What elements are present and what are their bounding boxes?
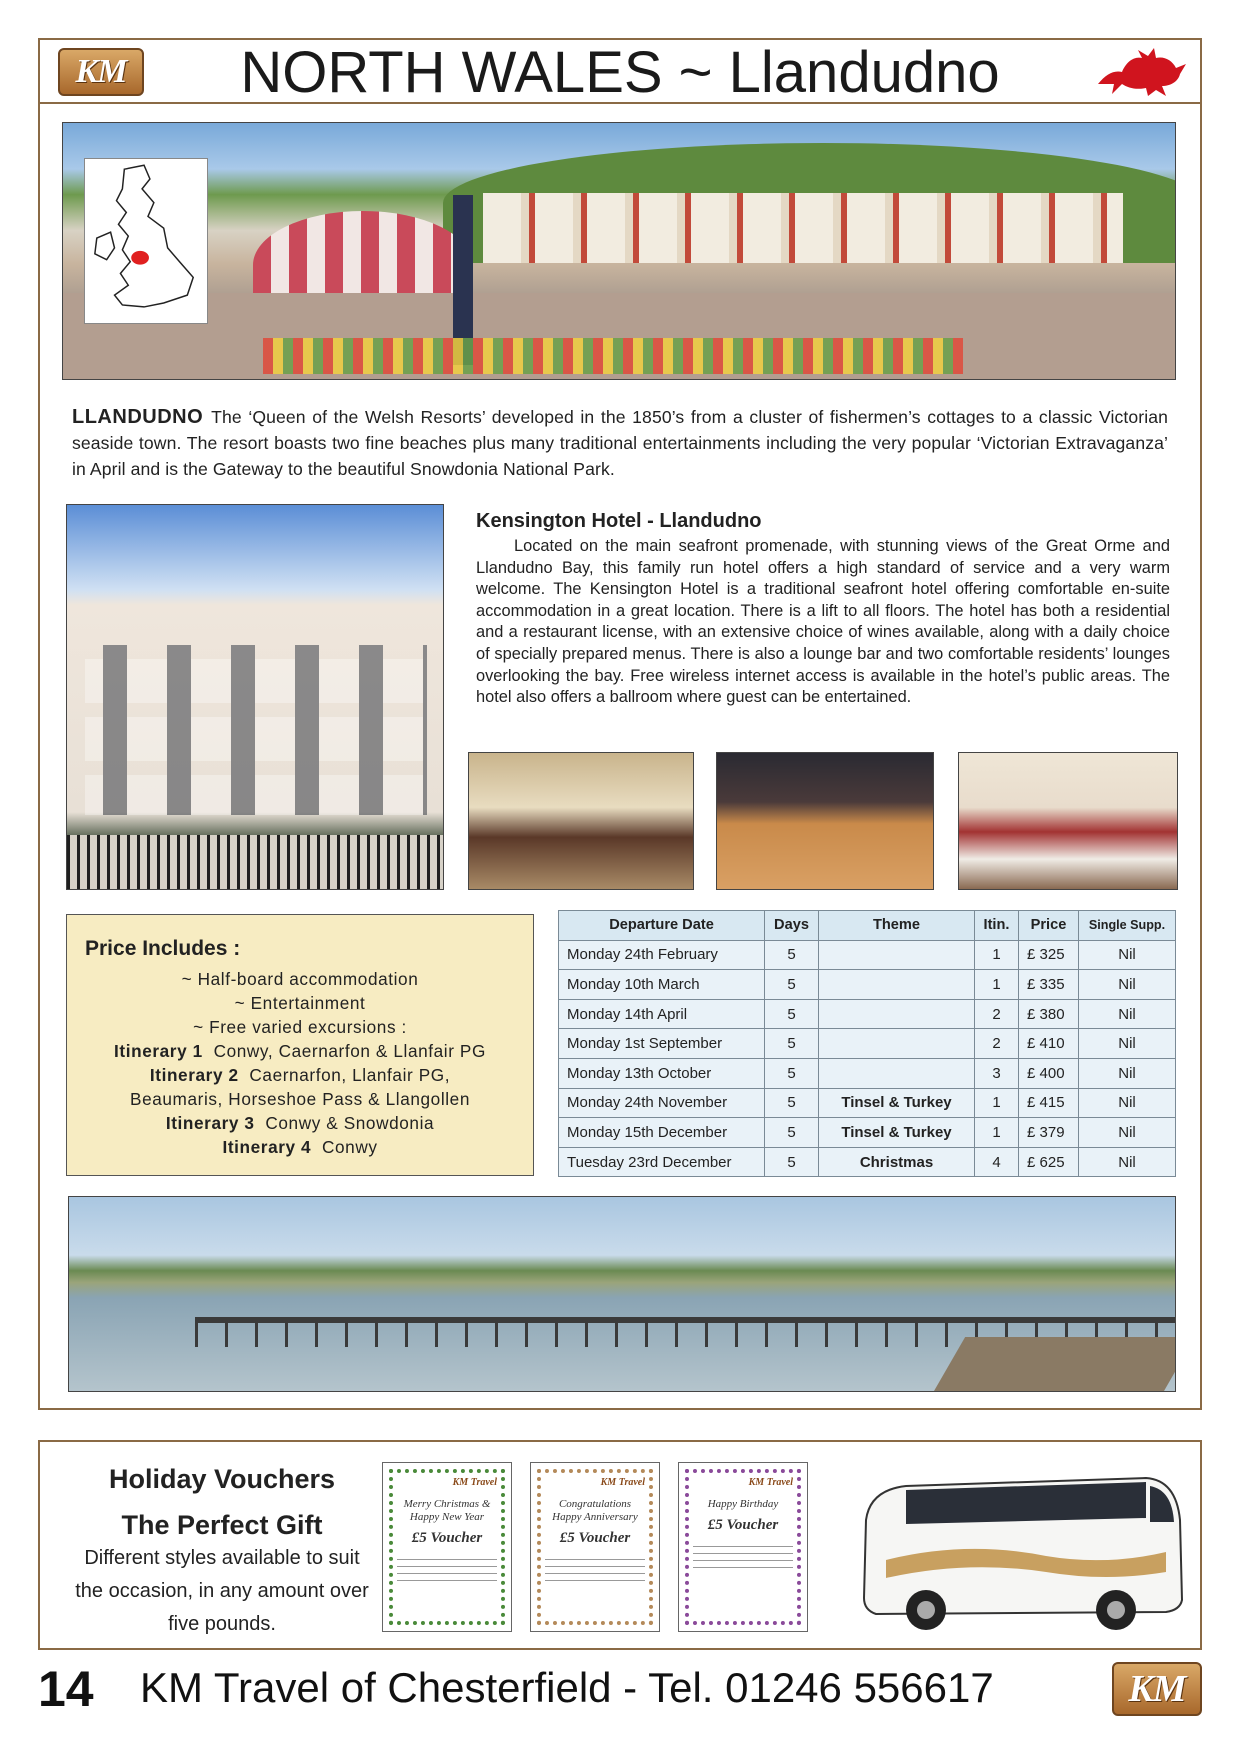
itinerary-cell: 3 [975,1058,1019,1088]
theme-cell [819,970,975,1000]
page-title: NORTH WALES ~ Llandudno [240,40,1000,105]
price-includes-box [66,914,534,1176]
voucher-heading [72,1456,372,1548]
days-cell: 5 [765,1088,819,1118]
voucher-fine-print [397,1553,497,1581]
seafront-houses [483,193,1123,263]
sea-wall [933,1337,1176,1392]
price-includes-list [67,967,533,1159]
hotel-ballroom-photo [716,752,934,890]
table-row [559,1118,1176,1148]
departure-date-cell: Monday 14th April [559,999,765,1029]
table-row [559,970,1176,1000]
itinerary-cell: 1 [975,940,1019,970]
voucher-brand: KM Travel [748,1477,793,1488]
intro-text: The ‘Queen of the Welsh Resorts’ developed in the 1850’s from a cluster of fishermen’s cottages to a classic Victorian seaside town. The resort boasts two fine beaches plus many traditional entertainments including the very popular ‘Victorian Extravaganza’ in April and is the Gateway to the beautiful Snowdonia National Park. [72,407,1168,479]
departures-table-wrap [558,910,1176,1177]
itinerary-4: Itinerary 4 Conwy [222,1137,378,1157]
days-cell: 5 [765,1118,819,1148]
days-cell: 5 [765,1058,819,1088]
voucher-value: £5 Voucher [411,1530,483,1546]
itinerary-cell: 2 [975,1029,1019,1059]
price-cell: £ 410 [1019,1029,1079,1059]
single-supplement-cell: Nil [1079,1147,1176,1177]
voucher-fine-print [545,1553,645,1581]
days-cell: 5 [765,1029,819,1059]
table-row [559,1058,1176,1088]
table-row [559,1147,1176,1177]
single-supplement-cell: Nil [1079,1088,1176,1118]
itinerary-2: Itinerary 2 Caernarfon, Llanfair PG, [149,1065,451,1085]
coach-icon [846,1460,1186,1640]
price-includes-title: Price Includes : [85,937,241,960]
single-supplement-cell: Nil [1079,970,1176,1000]
footer-contact: KM Travel of Chesterfield - Tel. 01246 556617 [140,1664,994,1711]
table-header-row [559,911,1176,941]
hotel-windows [85,645,427,815]
days-cell: 5 [765,1147,819,1177]
uk-map-icon [84,158,208,324]
christmas-voucher [382,1462,512,1632]
itinerary-cell: 1 [975,1118,1019,1148]
price-cell: £ 325 [1019,940,1079,970]
single-supplement-cell: Nil [1079,1029,1176,1059]
price-cell: £ 335 [1019,970,1079,1000]
col-price: Price [1019,911,1079,941]
llandudno-pier-photo [68,1196,1176,1392]
itinerary-3: Itinerary 3 Conwy & Snowdonia [165,1113,435,1133]
welsh-dragon-icon [1092,44,1190,100]
itinerary-cell: 2 [975,999,1019,1029]
days-cell: 5 [765,999,819,1029]
departure-date-cell: Monday 13th October [559,1058,765,1088]
col-itinerary: Itin. [975,911,1019,941]
hotel-lounge-photo [468,752,694,890]
flower-beds [263,338,963,374]
voucher-occasion: Merry Christmas & Happy New Year [403,1498,491,1523]
intro-lead: LLANDUDNO [72,406,204,428]
single-supplement-cell: Nil [1079,940,1176,970]
price-cell: £ 625 [1019,1147,1079,1177]
voucher-heading-line2: The Perfect Gift [121,1510,323,1540]
voucher-value: £5 Voucher [559,1530,631,1546]
hotel-title: Kensington Hotel - Llandudno [476,510,762,532]
voucher-brand: KM Travel [600,1477,645,1488]
includes-line: ~ Free varied excursions : [193,1017,407,1037]
includes-line: ~ Half-board accommodation [181,969,419,989]
table-row [559,940,1176,970]
itinerary-cell: 1 [975,970,1019,1000]
kensington-hotel-photo [66,504,444,890]
price-cell: £ 415 [1019,1088,1079,1118]
page-number: 14 [38,1661,94,1717]
single-supplement-cell: Nil [1079,999,1176,1029]
theme-cell [819,999,975,1029]
itinerary-cell: 1 [975,1088,1019,1118]
voucher-inner [389,1469,505,1625]
voucher-occasion: Happy Birthday [707,1498,779,1510]
table-row [559,1029,1176,1059]
single-supplement-cell: Nil [1079,1058,1176,1088]
theme-cell: Christmas [819,1147,975,1177]
voucher-inner [685,1469,801,1625]
price-cell: £ 379 [1019,1118,1079,1148]
itinerary-1: Itinerary 1 Conwy, Caernarfon & Llanfair PG [114,1041,486,1061]
theme-cell [819,940,975,970]
theme-cell [819,1029,975,1059]
voucher-brand: KM Travel [452,1477,497,1488]
table-row [559,1088,1176,1118]
single-supplement-cell: Nil [1079,1118,1176,1148]
hotel-description: Located on the main seafront promenade, with stunning views of the Great Orme and Llandudno Bay, this family run hotel offers a high standard of service and a very warm welcome. The Kensington Hotel is a traditional seafront hotel offering comfortable en-suite accommodation in a great location. There is a lift to all floors. The hotel has both a residential and a restaurant license, with an extensive choice of wines available, along with a daily choice of specially prepared menus. There is also a lounge bar and two comfortable residents’ lounges overlooking the bay. Free wireless internet access is available in the hotel’s public areas. The hotel also offers a ballroom where guest can be entertained. [476,537,1170,707]
departure-date-cell: Monday 1st September [559,1029,765,1059]
theme-cell: Tinsel & Turkey [819,1118,975,1148]
col-single-supplement: Single Supp. [1079,911,1176,941]
departure-date-cell: Monday 15th December [559,1118,765,1148]
theme-cell: Tinsel & Turkey [819,1088,975,1118]
includes-line: ~ Entertainment [234,993,366,1013]
voucher-inner [537,1469,653,1625]
itinerary-2-continued: Beaumaris, Horseshoe Pass & Llangollen [130,1089,470,1109]
voucher-value: £5 Voucher [707,1517,779,1533]
hotel-railing [67,835,443,890]
col-days: Days [765,911,819,941]
departures-table [558,910,1176,1177]
col-theme: Theme [819,911,975,941]
col-departure-date: Departure Date [559,911,765,941]
km-logo: KM [58,48,144,96]
birthday-voucher [678,1462,808,1632]
days-cell: 5 [765,970,819,1000]
departure-date-cell: Tuesday 23rd December [559,1147,765,1177]
hotel-bedroom-photo [958,752,1178,890]
departure-date-cell: Monday 24th February [559,940,765,970]
km-logo-footer: KM [1112,1662,1202,1716]
price-cell: £ 400 [1019,1058,1079,1088]
intro-paragraph [72,404,1168,482]
voucher-heading-line1: Holiday Vouchers [108,1464,336,1494]
anniversary-voucher [530,1462,660,1632]
voucher-fine-print [693,1540,793,1568]
price-cell: £ 380 [1019,999,1079,1029]
llandudno-promenade-photo [62,122,1176,380]
voucher-occasion: Congratulations Happy Anniversary [552,1498,638,1523]
departure-date-cell: Monday 24th November [559,1088,765,1118]
days-cell: 5 [765,940,819,970]
circus-tent [253,211,473,301]
departure-date-cell: Monday 10th March [559,970,765,1000]
voucher-description: Different styles available to suit the occasion, in any amount over five pounds. [75,1547,369,1635]
itinerary-cell: 4 [975,1147,1019,1177]
table-row [559,999,1176,1029]
theme-cell [819,1058,975,1088]
